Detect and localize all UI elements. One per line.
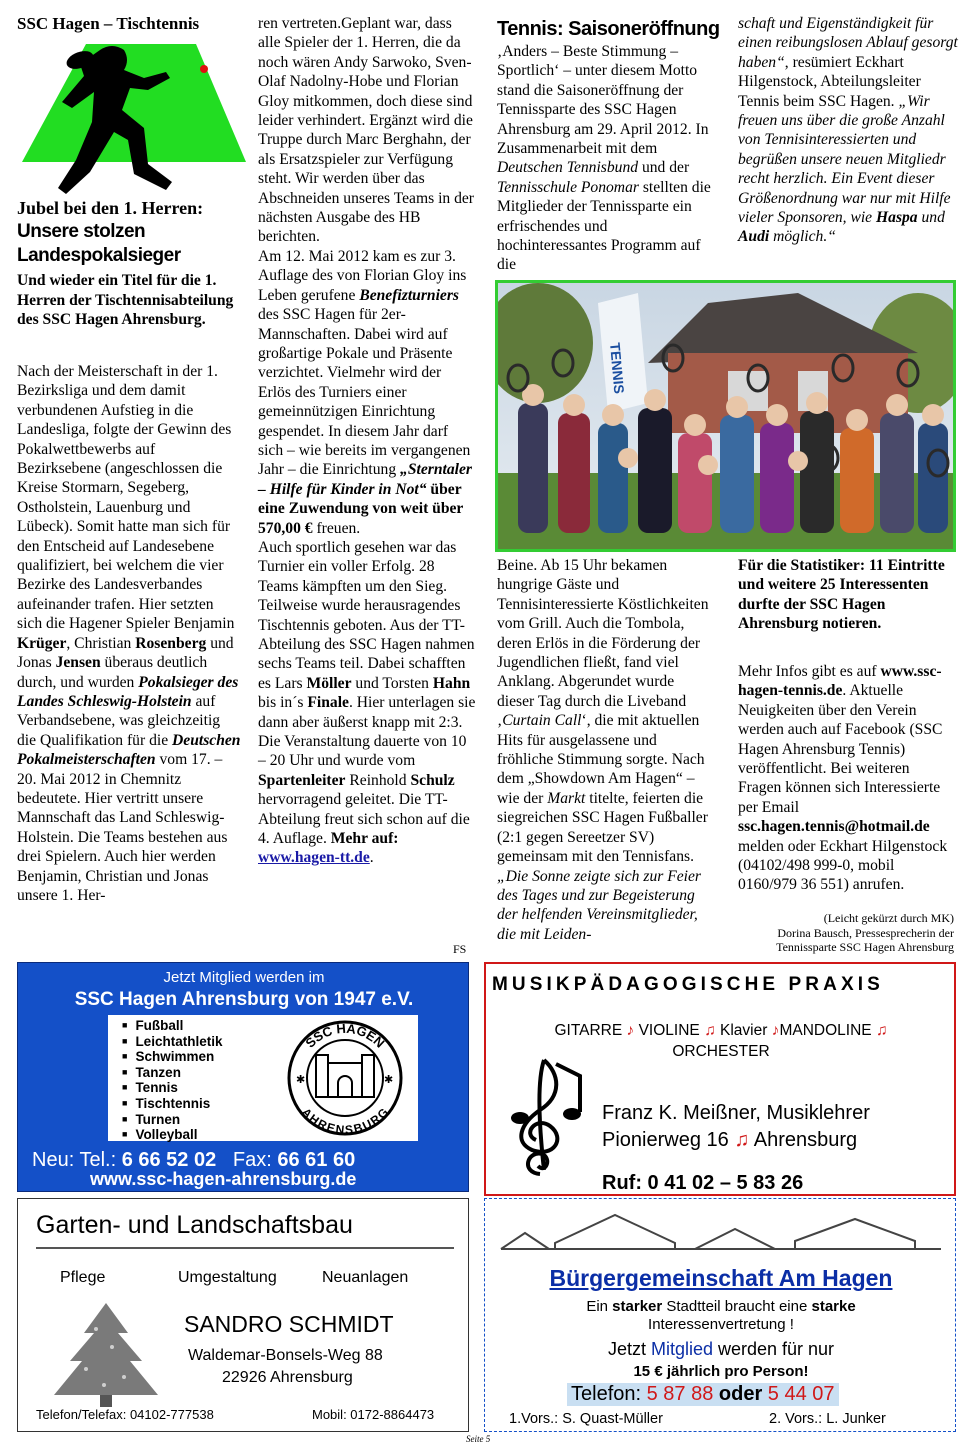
instrument: Klavier [720,1022,768,1039]
tel-number[interactable]: 5 87 88 [646,1383,714,1405]
svg-text:TENNIS: TENNIS [607,341,628,395]
newspaper-name: Markt [547,789,586,807]
service: Neuanlagen [322,1269,409,1286]
player-name: Jensen [55,654,101,672]
text: bis in´s [258,694,308,712]
fax-number: 66 61 60 [277,1149,356,1171]
street: Pionierweg 16 [602,1129,729,1151]
text: , resümiert Eckhart Hilgenstock, Abteilungsleiter Tennis beim SSC Hagen. [738,53,921,110]
text: stellten die Mitglieder der Tennissparte ein erfrischendes und hochinteressantes Programm auf die [497,178,711,274]
chair-1: 1.Vors.: S. Quast-Müller [509,1411,663,1427]
buergergemeinschaft-ad [484,1198,956,1432]
text: ren vertreten.Geplant war, dass alle Spieler der 1. Herren, die da noch wären Andy Sarwoko, Sven-Olaf Nadolny-Hobe und Florian Gloy mitkommen, doch diese sind leider verhindert. Ergänzt wird die Truppe durch Marc Berghahn, der als Ersatzspieler zur Verfügung steht. Wir werden über das Abschneiden unseres Teams in der nächsten Ausgabe des HB berichten. [258,15,475,246]
quote: „Wir freuen uns über die große Anzahl von Tennisinteressierten und begrüßen unsere neuen Mitgliedr recht herzlich. Ein Event dieser Größenordnung war nur mit Hilfe vieler Sponsoren, wie [738,92,951,227]
statistics-box: Für die Statistiker: 11 Eintritte und weitere 25 Interessenten durfte der SSC Hagen Ahrensburg notieren. [738,557,945,633]
buergergemeinschaft-title: Bürgergemeinschaft Am Hagen [549,1265,893,1291]
music-note-icon: ♫ [704,1022,716,1039]
slogan-line-2: Interessenvertretung ! [648,1316,794,1333]
lead: Und wieder ein Titel für die 1. Herren der Tischtennisabteilung des SSC Hagen Ahrensburg. [17,272,234,329]
teacher-name: Franz K. Meißner, Musiklehrer [602,1102,870,1124]
garden-city: 22926 Ahrensburg [222,1369,353,1386]
houses-skyline-icon [495,1203,945,1255]
ssc-membership-ad [17,962,469,1192]
sport-item: ■ Tanzen [122,1064,181,1080]
text: überaus deutlich durch, und wurden [17,654,208,691]
city: Ahrensburg [753,1129,858,1151]
sport-item: ■ Schwimmen [122,1049,215,1065]
text: Auch sportlich gesehen war das Turnier ein voller Erfolg. 28 Teams kämpften um den Sieg. Teilweise wurde herausragendes Tischtennis geboten. Aus der TT-Abteilung des SSC Hagen nahmen sechs Teams teil. Dabei schafften es Lars [258,538,475,692]
slogan-line [485,1298,957,1315]
fee-line: 15 € jährlich pro Person! [633,1363,809,1380]
quote: schaft und Eigenständigkeit für einen reibungslosen Ablauf gesorgt haben“ [738,15,958,71]
sport-item: ■ Tennis [122,1080,178,1096]
tennis-website-link[interactable]: www.ssc-hagen-tennis.de [738,663,942,700]
credit [738,911,954,955]
instrument: GITARRE [554,1022,623,1039]
title-emph: Deutschen Pokalmeisterschaften [17,731,241,769]
instrument: VIOLINE [638,1022,700,1039]
table-tennis-player-logo [18,36,250,198]
or-word: oder [713,1383,768,1405]
seal-bottom-text: AHRENSBURG [298,1105,392,1137]
ad-club-name: SSC Hagen Ahrensburg von 1947 e.V. [74,989,414,1010]
text: . Aktuelle Neuigkeiten über den Verein werden auch auf Facebook (SSC Hagen Ahrensburg Tennis) veröffentlicht. Bei weiteren Fragen können sich Interessierte per Email [738,682,943,816]
service: Umgestaltung [178,1269,277,1286]
article-text-col4-bottom [738,662,956,895]
text: Mehr Infos gibt es auf [738,663,881,680]
music-note-icon: ♫ [875,1022,888,1039]
text: ‚Anders – Beste Stimmung – Sportlich‘ – unter diesem Motto stand die Saisoneröffnung der Tennissparte des SSC Hagen Ahrensburg am 29. April 2012. In Zusammenarbeit mit dem [497,43,709,158]
service: Pflege [60,1269,106,1286]
event-name: Benefizturniers [359,286,459,304]
subhead: Jubel bei den 1. Herren: [17,198,204,218]
player-name: Hahn [432,674,471,692]
donation: über eine Zuwendung von weit über 570,00 € [258,480,464,537]
music-note-icon: ♫ [734,1129,750,1151]
bullet-icon: ■ [122,1082,128,1093]
teacher-address [602,1129,857,1152]
ssc-website[interactable]: www.ssc-hagen-ahrensburg.de [90,1169,357,1189]
text: auf Verbandsebene, was gleichzeitig die Qualifikation für die [17,692,221,749]
tel-number: 6 66 52 02 [121,1149,217,1171]
text: Am 12. Mai 2012 kam es zur 3. Auflage des von Florian Gloy ins Leben gerufene [258,247,467,304]
partner-name: Tennisschule Ponomar [497,178,639,196]
text: und der [638,159,690,177]
chair-2: 2. Vors.: L. Junker [769,1411,886,1427]
credit-line: Dorina Bausch, Pressesprecherin der [777,925,954,940]
text: und Jonas [17,634,234,672]
text: ‘, die mit aktuellen Hits für ausgelassene und fröhliche Stimmung sorgte. Nach dem „Showdown Am Hagen“ – wie der [497,712,705,807]
article-text-col3-top [497,42,713,275]
sport-item: ■ Volleyball [122,1127,198,1143]
text: Nach der Meisterschaft in der 1. Bezirksliga und dem damit verbundenen Aufstieg in die Landesliga, folgte der Gewinn des Pokalwettbewerbs auf Bezirksebene (angeschlossen die Kreise Stormarn, Segeberg, Ostholstein, Lauenburg und Lübeck). Somit hatte man sich für den Entscheid auf Landesebene qualifiziert, bei welchem die vier Bezirke des Landesverbandes aufeinander trafen. Hier setzten sich die Hagener Spieler Benjamin [17,363,235,633]
music-note-icon: ♪ [771,1022,780,1039]
treble-clef-logo [500,1054,584,1180]
sport-item: ■ Turnen [122,1111,181,1127]
credit-line: Tennissparte SSC Hagen Ahrensburg [776,940,954,954]
garden-owner: SANDRO SCHMIDT [184,1311,394,1337]
music-note-icon: ♪ [626,1022,635,1039]
person-name: Schulz [410,771,455,789]
text: vom 17. – 20. Mai 2012 in Chemnitz bedeutete. Hier vertritt unsere Mannschaft das Land Schleswig-Holstein. Die Teams bestehen aus drei Spielern. Auch hier werden Benjamin, Christian und Jonas unsere 1. Her- [17,751,228,904]
text: . Hier unterlagen sie dann aber äußerst knapp mit 2:3. Die Veranstaltung dauerte von 10 – 20 Uhr und wurde vom [258,694,476,770]
final-word: Finale [307,694,349,712]
title-rule [36,1247,454,1249]
partner-name: Deutschen Tennisbund [497,159,639,177]
text: . [369,849,374,867]
text: hervorragend geleitet. Die TT-Abteilung freut sich schon auf die 4. Auflage. [258,791,470,848]
text: werden für nur [712,1339,835,1359]
bullet-icon: ■ [122,1066,128,1077]
sports-list [122,1018,222,1143]
charity-name: „Sterntaler – Hilfe für Kinder in Not“ [258,461,472,498]
phone-line [567,1383,839,1406]
garden-phone: Telefon/Telefax: 04102-777538 [36,1407,214,1422]
role: Spartenleiter [258,771,346,789]
garden-street: Waldemar-Bonsels-Weg 88 [188,1347,383,1364]
tel-label: Telefon: [571,1383,647,1405]
article-text-col3-bottom [497,556,713,944]
bullet-icon: ■ [122,1113,128,1124]
headline: Unsere stolzen Landespokalsieger [17,221,181,266]
credit-line: (Leicht gekürzt durch MK) [823,911,954,925]
hagen-tt-link[interactable]: www.hagen-tt.de [258,849,370,867]
player-name: Rosenberg [135,634,207,652]
text: Stadtteil braucht eine [662,1298,812,1315]
text: freuen. [312,519,361,537]
music-school-ad [484,962,956,1196]
garden-landscaping-ad [17,1198,469,1432]
text: melden oder Eckhart Hilgenstock (04102/498 999-0, mobil 0160/979 36 551) anrufen. [738,837,948,894]
garden-ad-title: Garten- und Landschaftsbau [36,1211,353,1239]
quote: „Die Sonne zeigte sich zur Feier des Tages und zur Begeisterung der helfenden Vereinsmitglieder, die mit Leiden- [497,867,701,943]
more-label: Mehr auf: [330,830,399,848]
seal-top-text: SSC HAGEN [302,1020,388,1051]
sport-item: ■ Tischtennis [122,1095,211,1111]
article-text-col2 [258,14,476,868]
player-name: Möller [306,674,352,692]
seal-star-icon: ✱ [384,1074,394,1086]
instrument: ORCHESTER [672,1043,770,1060]
bullet-icon: ■ [122,1097,128,1108]
seal-star-icon: ✱ [296,1074,306,1086]
kicker: SSC Hagen – Tischtennis [17,14,200,33]
music-ad-title: MUSIKPÄDAGOGISCHE PRAXIS [492,974,884,995]
text: Beine. Ab 15 Uhr bekamen hungrige Gäste und Tennisinteressierte Köstlichkeiten vom Grill. Auch die Tombola, deren Erlös in die Förderung der Jugendlichen fließt, fand viel Anklang. Abgerundet wurde dieser Tag durch die Liveband ‚ [497,557,709,730]
sport-item: ■ Fußball [122,1018,184,1033]
bullet-icon: ■ [122,1035,128,1046]
text: möglich.“ [769,228,836,246]
bullet-icon: ■ [122,1129,128,1140]
bullet-icon: ■ [122,1020,128,1030]
email-link[interactable]: ssc.hagen.tennis@hotmail.de [738,818,930,836]
instrument: MANDOLINE [779,1022,872,1039]
title-emph: Pokalsieger des Landes Schleswig-Holstein [17,673,239,710]
photo-illustration [498,283,953,549]
text: und Torsten [351,674,433,692]
emph: starker [612,1298,663,1315]
tel-label: Neu: Tel.: [32,1149,117,1171]
bullet-icon: ■ [122,1051,128,1062]
text: des SSC Hagen für 2er-Mannschaften. Dabei wird auf großartige Pokale und Präsente verzichtet. Vielmehr wird der Erlös des Turniers einer gemeinnützigen Einrichtung gespendet. In diesem Jahr darf sich – wie bereits im vergangenen Jahr – die Einrichtung [258,306,471,479]
ssc-seal-logo [286,1019,404,1137]
tennis-headline: Tennis: Saisoneröffnung [497,18,720,40]
fax-label: Fax: [232,1149,272,1171]
member-word: Mitglied [650,1339,713,1359]
membership-line [485,1339,957,1360]
page-number: Seite 5 [466,1434,491,1444]
sports-list-box [108,1015,418,1141]
author-initials: FS [453,942,467,956]
text: Jetzt [607,1339,651,1359]
fir-tree-icon [46,1299,166,1409]
text: , Christian [66,634,136,652]
text: Reinhold [345,771,411,789]
player-name: Krüger [17,634,67,652]
article-text-col1 [17,362,241,905]
garden-mobile: Mobil: 0172-8864473 [312,1407,435,1422]
sport-item: ■ Leichtathletik [122,1033,223,1049]
tel-number[interactable]: 5 44 07 [767,1383,835,1405]
text: und [917,209,945,227]
sponsor: Haspa [876,209,918,227]
band-name: Curtain Call [502,712,582,730]
article-text-col4-top [738,14,958,247]
music-phone[interactable]: Ruf: 0 41 02 – 5 83 26 [602,1172,804,1194]
tennis-group-photo [495,280,956,552]
sponsor: Audi [738,228,770,246]
emph: starke [811,1298,856,1315]
text: Ein [586,1298,613,1315]
text: titelte, feierten die siegreichen SSC Hagen Fußballer (2:1 gegen Sereetzer SV) gemeinsam mit den Tennisfans. [497,789,708,866]
ad-line: Jetzt Mitglied werden im [163,969,325,986]
